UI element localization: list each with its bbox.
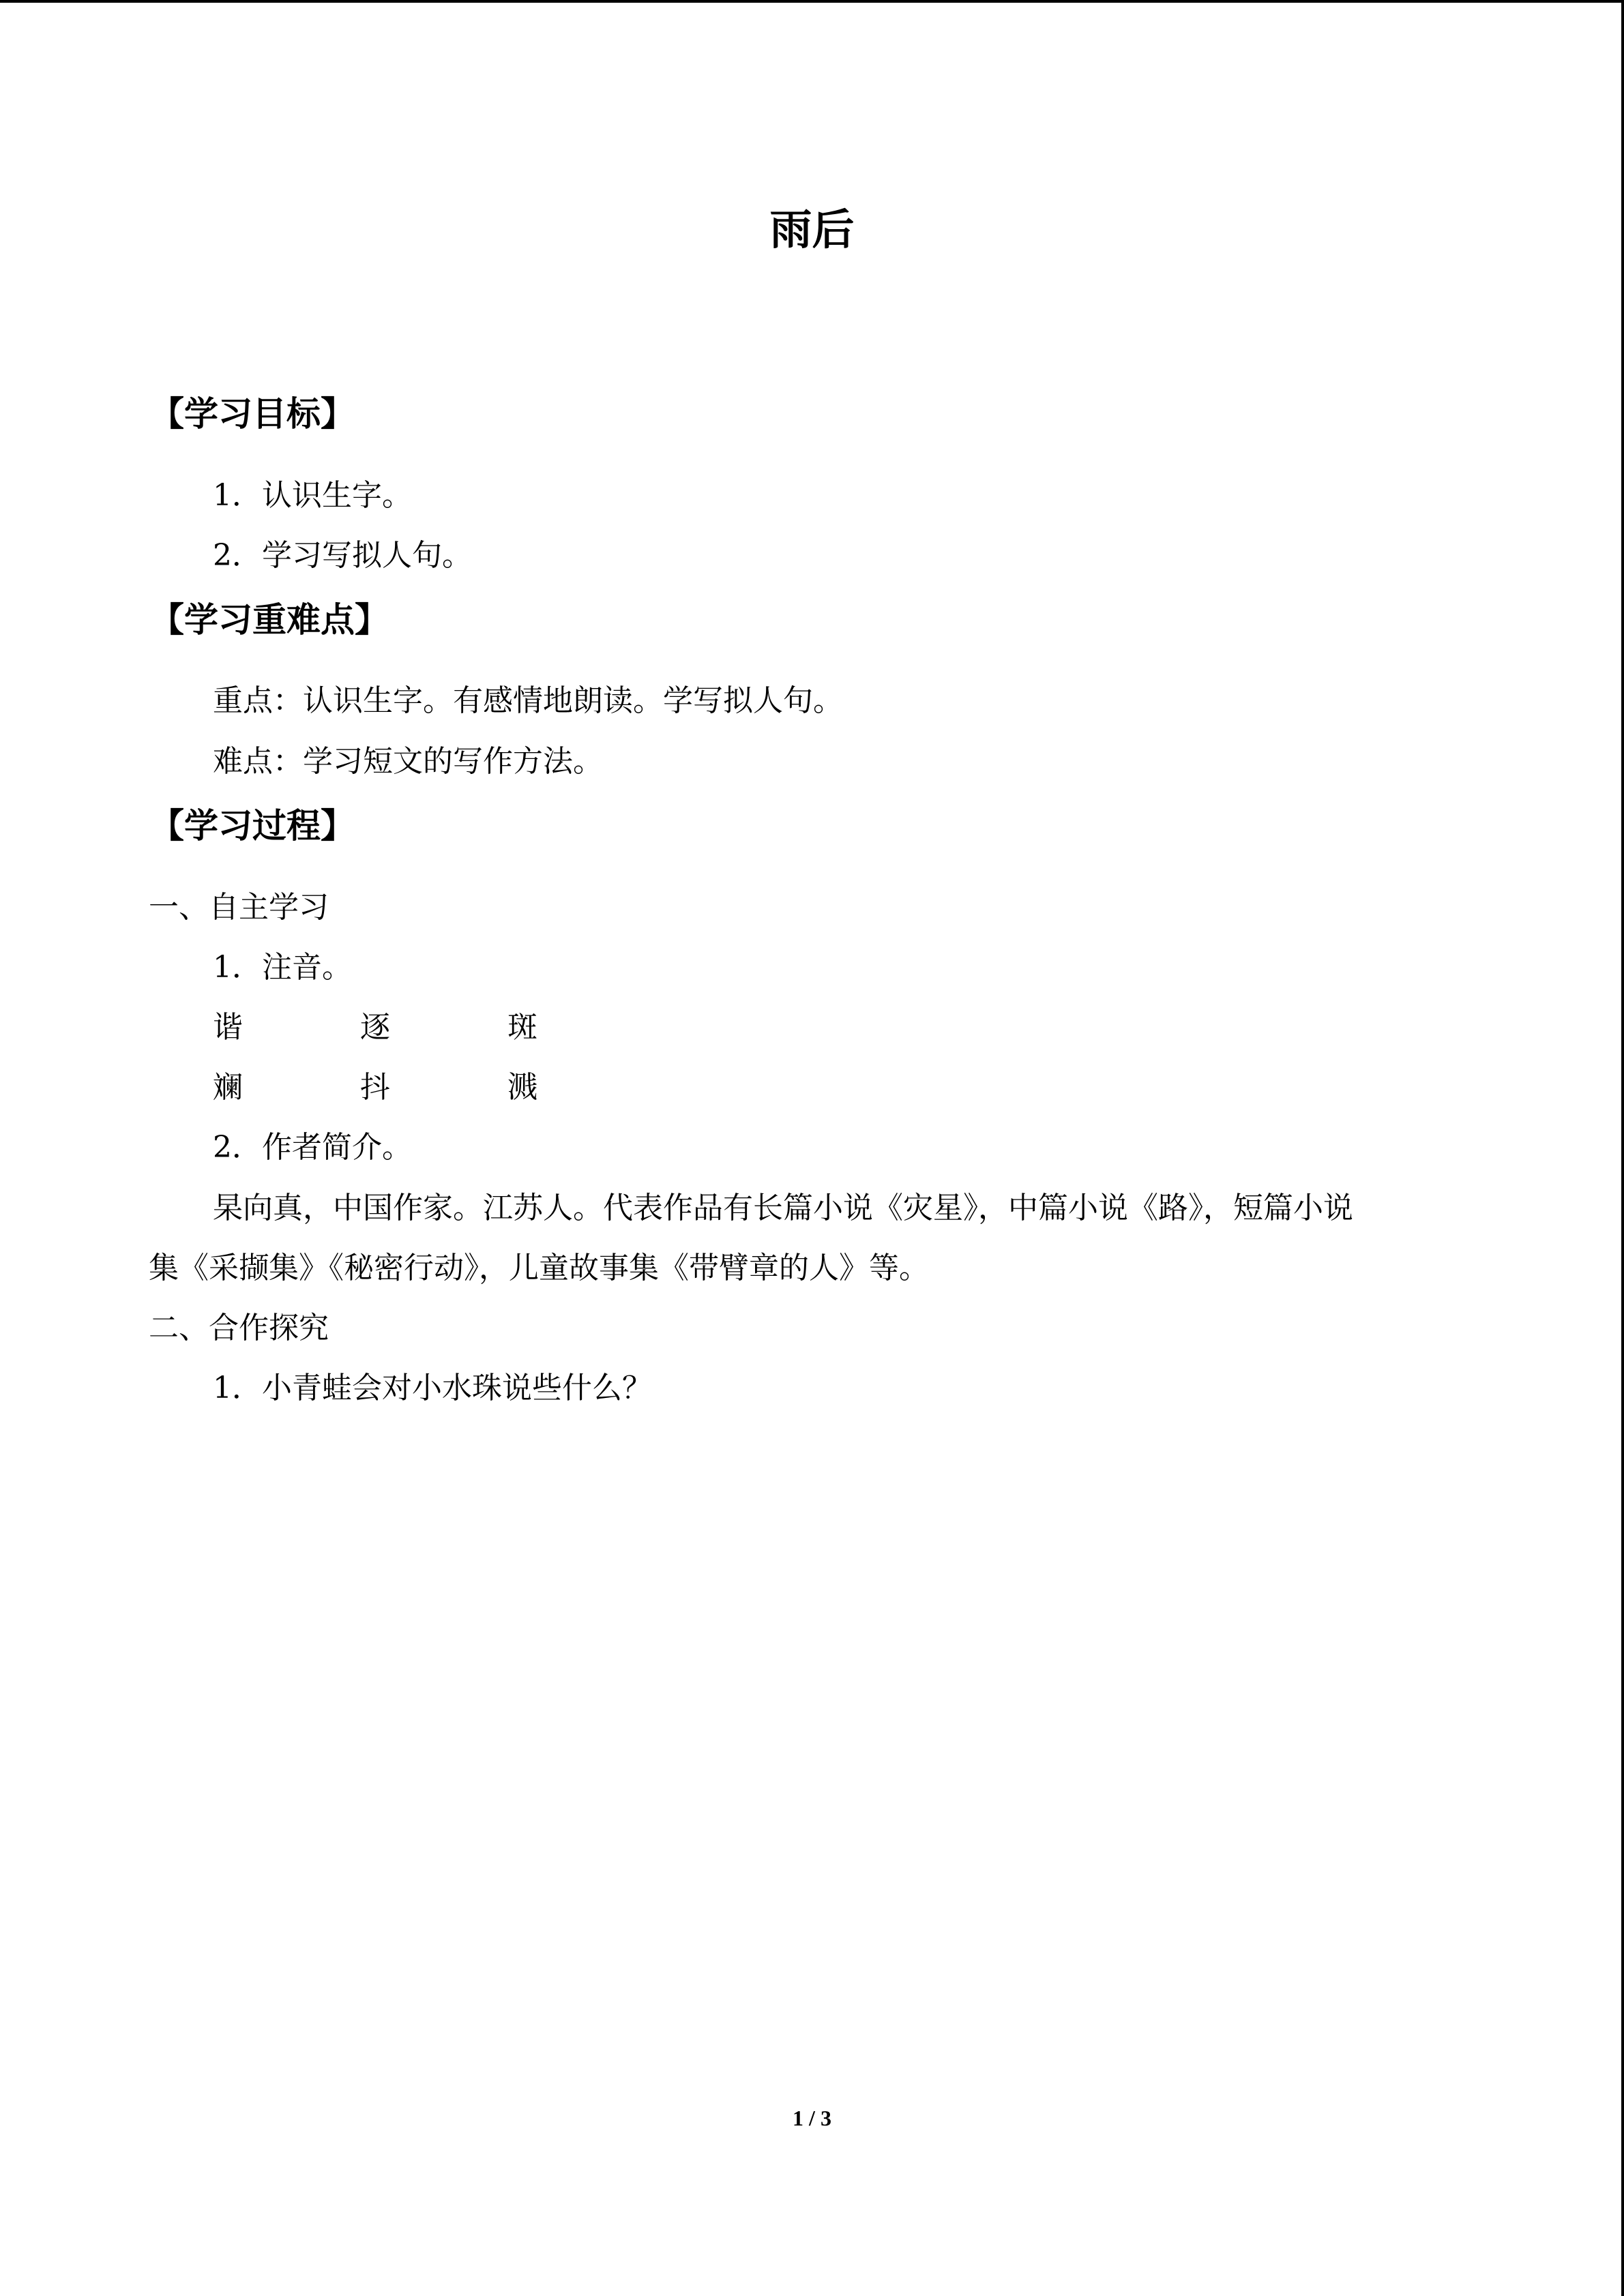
pinyin-char: 溅 xyxy=(507,1070,537,1105)
key-points-difficulty: 难点：学习短文的写作方法。 xyxy=(213,744,603,779)
key-points-focus: 重点：认识生字。有感情地朗读。学写拟人句。 xyxy=(213,683,843,718)
pinyin-char: 逐 xyxy=(360,1010,390,1045)
pinyin-char: 谐 xyxy=(213,1010,243,1045)
page-border-right xyxy=(1621,0,1624,2296)
pinyin-char: 斓 xyxy=(213,1070,243,1105)
question-1: 1．小青蛙会对小水珠说些什么？ xyxy=(213,1371,652,1405)
key-points-heading: 【学习重难点】 xyxy=(150,599,389,640)
objective-item-1: 1．认识生字。 xyxy=(213,478,412,513)
objectives-heading: 【学习目标】 xyxy=(150,393,355,434)
author-text-line-2: 集《采撷集》《秘密行动》，儿童故事集《带臂章的人》等。 xyxy=(149,1251,929,1285)
author-label: 2．作者简介。 xyxy=(213,1130,412,1165)
process-heading: 【学习过程】 xyxy=(150,805,355,846)
pinyin-label: 1．注音。 xyxy=(213,950,352,985)
pinyin-char: 抖 xyxy=(360,1070,390,1105)
page-number: 1 / 3 xyxy=(793,2106,831,2130)
document-title: 雨后 xyxy=(769,205,855,254)
part2-title: 二、合作探究 xyxy=(149,1311,329,1345)
part1-title: 一、自主学习 xyxy=(149,890,329,925)
objective-item-2: 2．学习写拟人句。 xyxy=(213,538,472,573)
pinyin-char: 斑 xyxy=(507,1010,537,1045)
author-text-line-1: 杲向真，中国作家。江苏人。代表作品有长篇小说《灾星》，中篇小说《路》，短篇小说 xyxy=(213,1191,1353,1225)
page-border-top xyxy=(0,0,1624,3)
